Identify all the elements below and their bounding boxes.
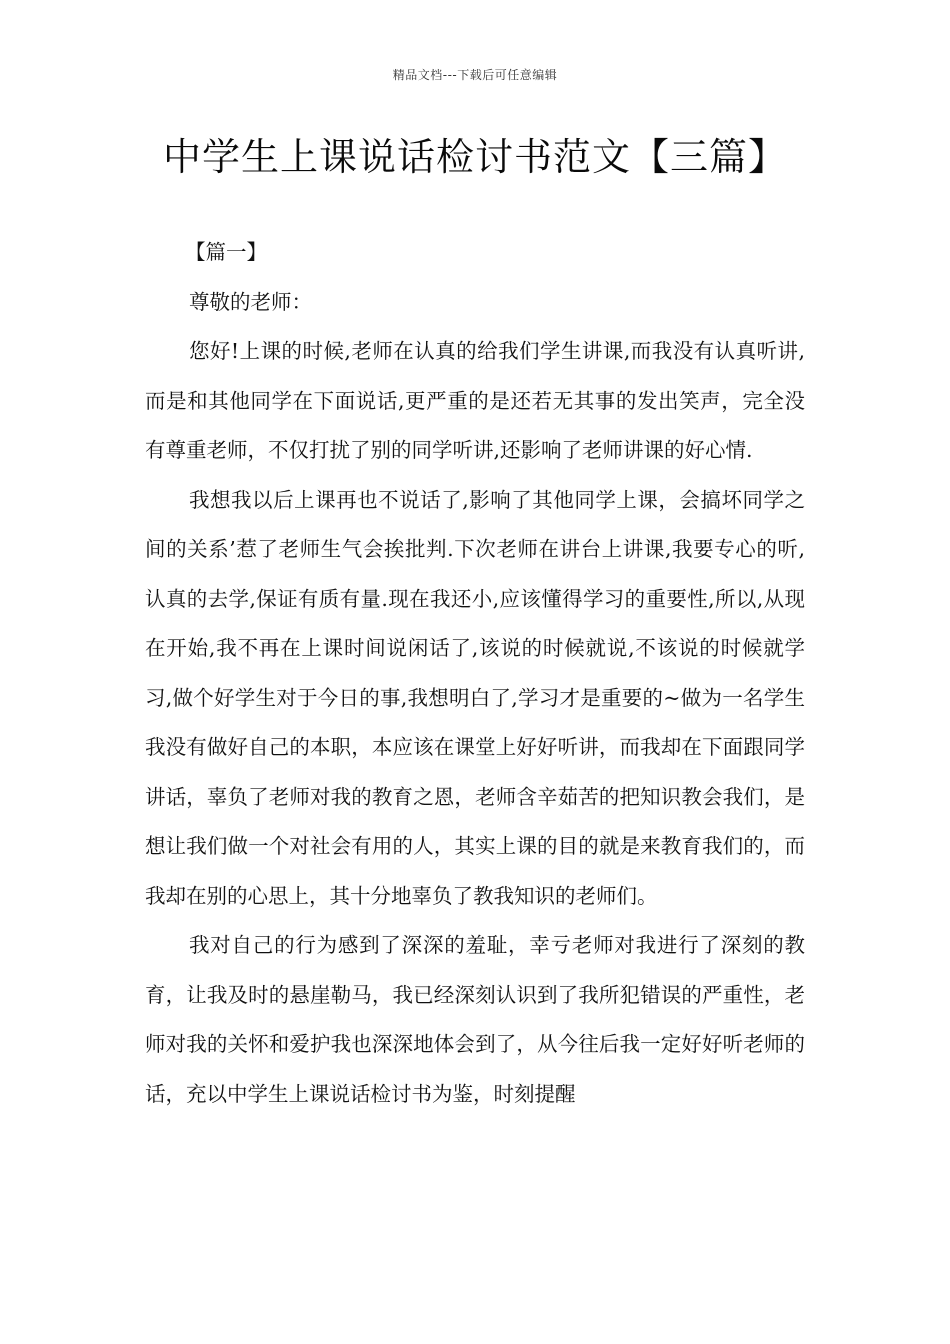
paragraph-1: 您好!上课的时候,老师在认真的给我们学生讲课,而我没有认真听讲,而是和其他同学在下面说话,更严重的是还若无其事的发出笑声，完全没有尊重老师，不仅打扰了别的同学听讲,还影响了老师讲课的好心情. — [145, 339, 805, 462]
paragraph-2: 我想我以后上课再也不说话了,影响了其他同学上课，会搞坏同学之间的关系’惹了老师生气会挨批判.下次老师在讲台上讲课,我要专心的听,认真的去学,保证有质有量.现在我还小,应该懂得学习的重要性,所以,从现在开始,我不再在上课时间说闲话了,该说的时候就说,不该说的时候就学习,做个好学生对于今日的事,我想明白了,学习才是重要的~做为一名学生我没有做好自己的本职，本应该在课堂上好好听讲，而我却在下面跟同学讲话，辜负了老师对我的教育之恩，老师含辛茹苦的把知识教会我们，是想让我们做一个对社会有用的人，其实上课的目的就是来教育我们的，而我却在别的心思上，其十分地辜负了教我知识的老师们。 — [145, 487, 805, 908]
paragraph-3: 我对自己的行为感到了深深的羞耻，幸亏老师对我进行了深刻的教育，让我及时的悬崖勒马，我已经深刻认识到了我所犯错误的严重性，老师对我的关怀和爱护我也深深地体会到了，从今往后我一定好好听老师的话，充以中学生上课说话检讨书为鉴，时刻提醒 — [145, 933, 805, 1106]
document-title: 中学生上课说话检讨书范文【三篇】 — [162, 135, 787, 179]
section-heading: 【篇一】 — [185, 240, 267, 264]
header-note: 精品文档---下载后可任意编辑 — [392, 68, 558, 82]
document-body — [145, 228, 805, 1119]
salutation: 尊敬的老师： — [189, 289, 312, 314]
